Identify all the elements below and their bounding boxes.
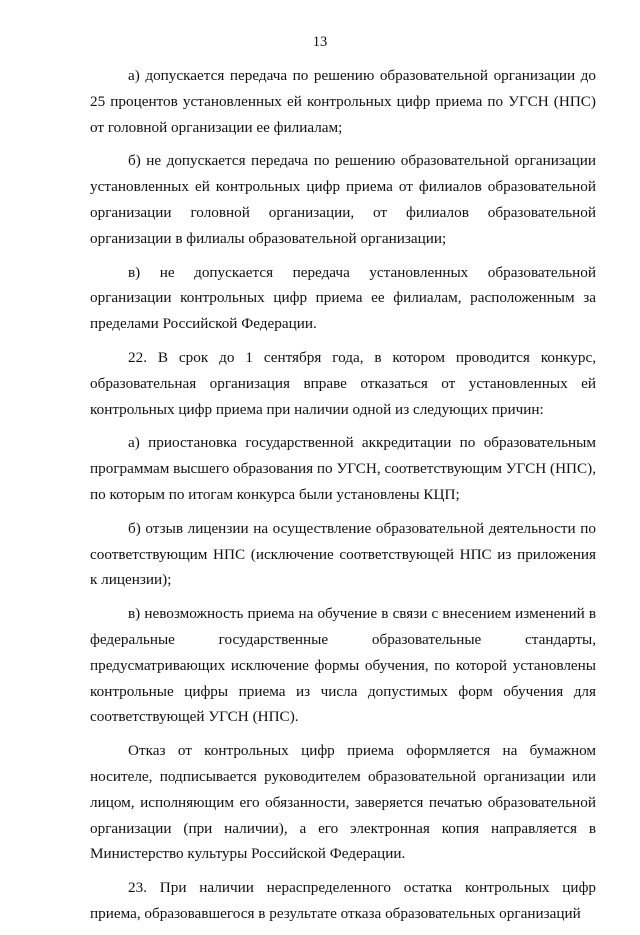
paragraph-refusal-procedure: Отказ от контрольных цифр приема оформляется на бумажном носителе, подписывается руководителем образовательной организации или лицом, исполняющим его обязанности, заверяется печатью образовательной организации (при наличии), а его электронная копия направляется в Министерство культуры Российской Федерации. bbox=[90, 742, 596, 863]
paragraph-reason-v: в) невозможность приема на обучение в связи с внесением изменений в федеральные государственные образовательные стандарты, предусматривающих исключение формы обучения, по которой установлены контрольные цифры приема из числа допустимых форм обучения для соответствующей УГСН (НПС). bbox=[90, 605, 596, 726]
paragraph-reason-a: а) приостановка государственной аккредитации по образовательным программам высшего образования по УГСН, соответствующим УГСН (НПС), по которым по итогам конкурса были установлены КЦП; bbox=[90, 434, 596, 503]
document-body bbox=[90, 63, 596, 935]
paragraph-item-b-transfer-forbidden: б) не допускается передача по решению образовательной организации установленных ей контрольных цифр приема от филиалов образовательной организации головной организации, от филиалов образовательной организации в филиалы образовательной организации; bbox=[90, 152, 596, 247]
paragraph-clause-22: 22. В срок до 1 сентября года, в котором проводится конкурс, образовательная организация вправе отказаться от установленных ей контрольных цифр приема при наличии одной из следующих причин: bbox=[90, 348, 596, 418]
paragraph-reason-b: б) отзыв лицензии на осуществление образовательной деятельности по соответствующим НПС (исключение соответствующей НПС из приложения к лицензии); bbox=[90, 519, 596, 589]
paragraph-item-a-transfer-allowed: а) допускается передача по решению образовательной организации до 25 процентов установленных ей контрольных цифр приема по УГСН (НПС) от головной организации ее филиалам; bbox=[90, 67, 596, 136]
paragraph-item-v-transfer-abroad-forbidden: в) не допускается передача установленных образовательной организации контрольных цифр приема ее филиалам, расположенным за пределами Российской Федерации. bbox=[90, 263, 596, 333]
page-number: 13 bbox=[312, 34, 328, 50]
paragraph-clause-23: 23. При наличии нераспределенного остатка контрольных цифр приема, образовавшегося в результате отказа образовательных организаций bbox=[90, 879, 596, 922]
